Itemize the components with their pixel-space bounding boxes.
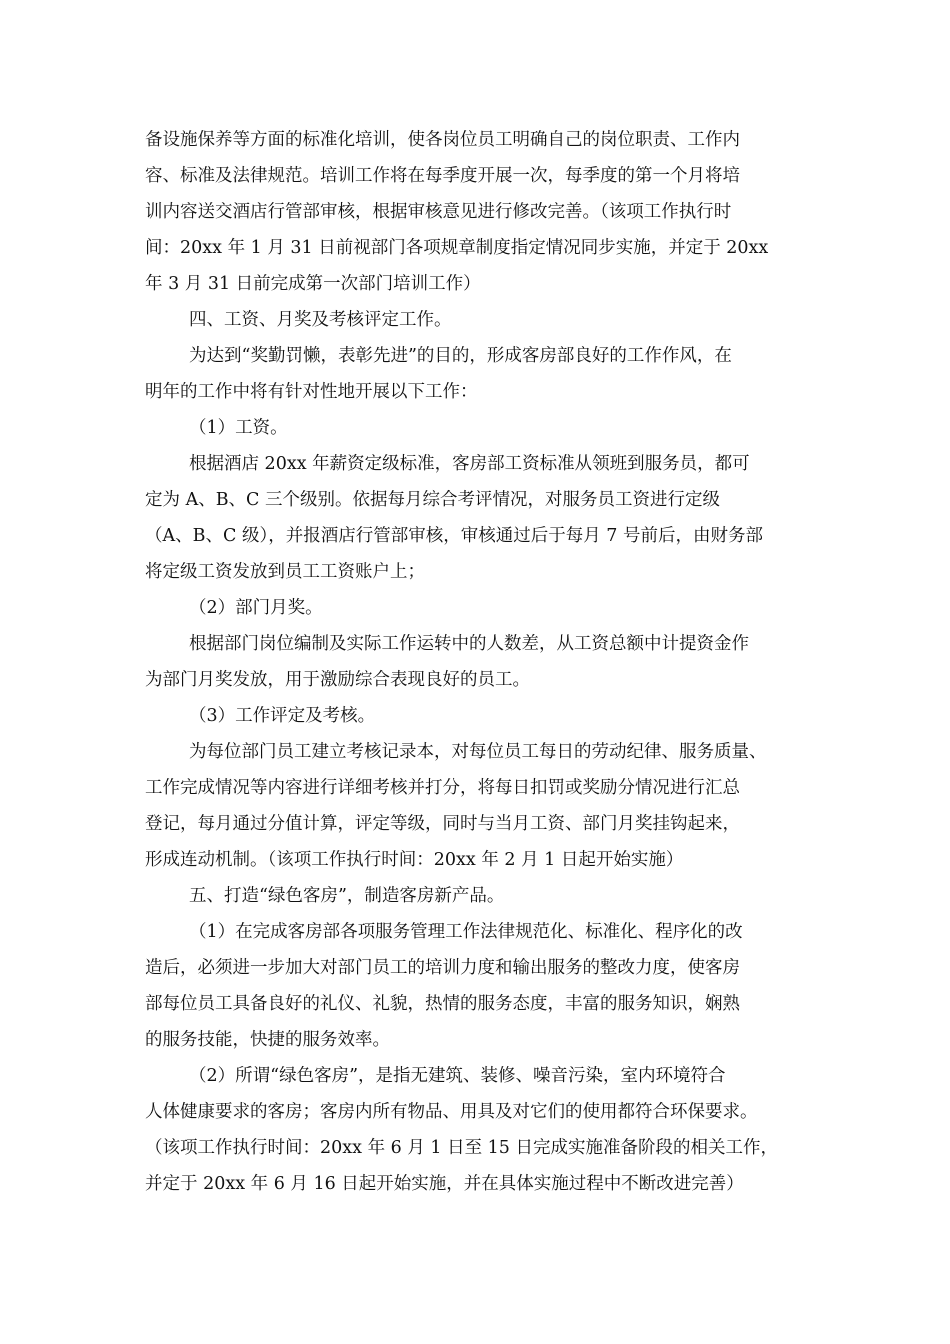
text-line: 容、标准及法律规范。培训工作将在每季度开展一次，每季度的第一个月将培 bbox=[145, 166, 740, 186]
document-body bbox=[145, 122, 815, 1202]
text-line: 人体健康要求的客房；客房内所有物品、用具及对它们的使用都符合环保要求。 bbox=[145, 1102, 758, 1122]
text-line: 间：20xx 年 1 月 31 日前视部门各项规章制度指定情况同步实施，并定于 20xx bbox=[145, 238, 769, 258]
text-line: 备设施保养等方面的标准化培训，使各岗位员工明确自己的岗位职责、工作内 bbox=[145, 130, 740, 150]
text-line: 根据部门岗位编制及实际工作运转中的人数差，从工资总额中计提资金作 bbox=[189, 634, 749, 654]
text-line: 为部门月奖发放，用于激励综合表现良好的员工。 bbox=[145, 670, 530, 690]
text-line: （2）所谓“绿色客房”，是指无建筑、装修、噪音污染，室内环境符合 bbox=[189, 1066, 726, 1086]
text-line: 训内容送交酒店行管部审核，根据审核意见进行修改完善。（该项工作执行时 bbox=[145, 202, 732, 222]
text-line: 四、工资、月奖及考核评定工作。 bbox=[189, 310, 452, 330]
text-line: 为达到“奖勤罚懒，表彰先进”的目的，形成客房部良好的工作作风，在 bbox=[189, 346, 732, 366]
text-line: 并定于 20xx 年 6 月 16 日起开始实施，并在具体实施过程中不断改进完善） bbox=[145, 1174, 744, 1194]
text-line: 部每位员工具备良好的礼仪、礼貌，热情的服务态度，丰富的服务知识，娴熟 bbox=[145, 994, 740, 1014]
text-line: 明年的工作中将有针对性地开展以下工作： bbox=[145, 382, 478, 402]
text-line: 将定级工资发放到员工工资账户上； bbox=[145, 562, 425, 582]
text-line: 登记，每月通过分值计算，评定等级，同时与当月工资、部门月奖挂钩起来， bbox=[145, 814, 740, 834]
text-line: （A、B、C 级），并报酒店行管部审核，审核通过后于每月 7 号前后，由财务部 bbox=[145, 526, 763, 546]
text-line: 根据酒店 20xx 年薪资定级标准，客房部工资标准从领班到服务员，都可 bbox=[189, 454, 750, 474]
text-line: （1）在完成客房部各项服务管理工作法律规范化、标准化、程序化的改 bbox=[189, 922, 743, 942]
text-line: 定为 A、B、C 三个级别。依据每月综合考评情况，对服务员工资进行定级 bbox=[145, 490, 721, 510]
text-line: 年 3 月 31 日前完成第一次部门培训工作） bbox=[145, 274, 481, 294]
text-line: 工作完成情况等内容进行详细考核并打分，将每日扣罚或奖励分情况进行汇总 bbox=[145, 778, 740, 798]
text-line: （2）部门月奖。 bbox=[189, 598, 323, 618]
text-line: 的服务技能，快捷的服务效率。 bbox=[145, 1030, 390, 1050]
text-line: 形成连动机制。（该项工作执行时间：20xx 年 2 月 1 日起开始实施） bbox=[145, 850, 684, 870]
text-line: （1）工资。 bbox=[189, 418, 288, 438]
text-line: （3）工作评定及考核。 bbox=[189, 706, 376, 726]
text-line: 造后，必须进一步加大对部门员工的培训力度和输出服务的整改力度，使客房 bbox=[145, 958, 740, 978]
text-line: 五、打造“绿色客房”，制造客房新产品。 bbox=[189, 886, 505, 906]
text-line: （该项工作执行时间：20xx 年 6 月 1 日至 15 日完成实施准备阶段的相关工作， bbox=[145, 1138, 778, 1158]
text-line: 为每位部门员工建立考核记录本，对每位员工每日的劳动纪律、服务质量、 bbox=[189, 742, 767, 762]
